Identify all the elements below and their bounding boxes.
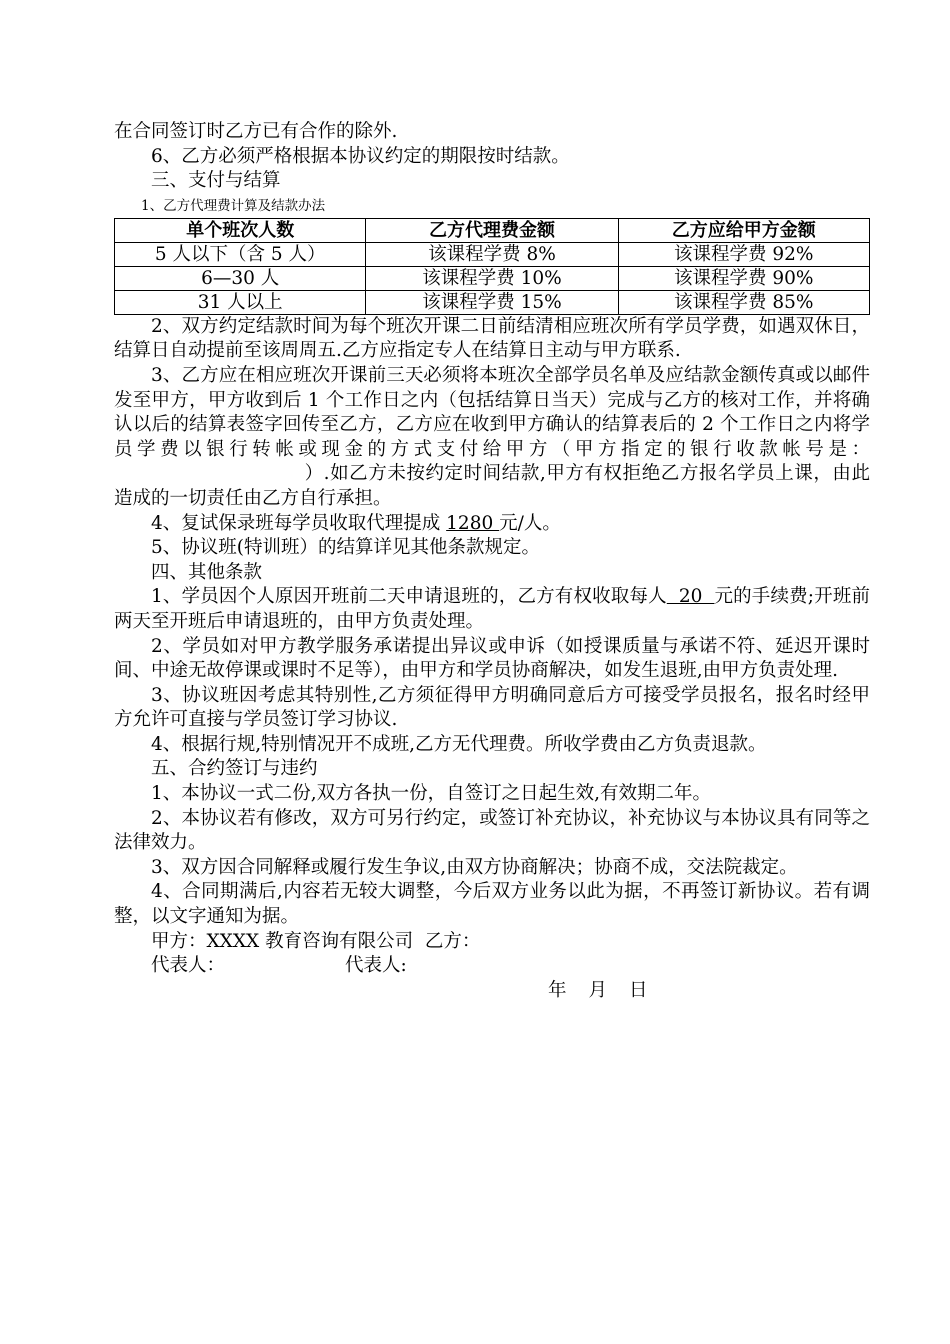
signing-date <box>114 979 870 1004</box>
date-year: 年 <box>548 979 567 1001</box>
clause-5-4: 4、合同期满后,内容若无较大调整，今后双方业务以此为据，不再签订新协议。若有调整，以文字通知为据。 <box>114 881 870 928</box>
table-row <box>115 266 870 290</box>
refund-fee-amount: 20 <box>666 586 715 608</box>
clause-3-4 <box>114 512 870 537</box>
signature-representatives <box>114 954 870 979</box>
clause-3-2: 2、双方约定结款时间为每个班次开课二日前结清相应班次所有学员学费，如遇双休日，结算日自动提前至该周周五.乙方应指定专人在结算日主动与甲方联系. <box>114 315 870 362</box>
clause-6: 6、乙方必须严格根据本协议约定的期限按时结款。 <box>151 145 570 167</box>
section-3-title: 三、支付与结算 <box>151 170 281 192</box>
section-4-title: 四、其他条款 <box>151 561 263 583</box>
clause-3-4-post: 元/人。 <box>499 512 561 534</box>
clause-4-4: 4、根据行规,特别情况开不成班,乙方无代理费。所收学费由乙方负责退款。 <box>151 733 767 755</box>
commission-amount: 1280 <box>446 512 500 534</box>
table-row <box>115 242 870 266</box>
rep-a-label: 代表人： <box>151 955 226 977</box>
table-cell: 5 人以下（含 5 人） <box>115 242 366 266</box>
clause-3-4-pre: 4、复试保录班每学员收取代理提成 <box>151 512 447 534</box>
clause-4-1-post: 元的手续费;开班前两天至开班后申请退班的，由甲方负责处理。 <box>114 586 870 632</box>
table-cell: 6—30 人 <box>115 266 366 290</box>
clause-4-1-pre: 1、学员因个人原因开班前二天申请退班的，乙方有权收取每人 <box>151 586 667 608</box>
date-month: 月 <box>588 979 608 1001</box>
section-5-title: 五、合约签订与违约 <box>151 758 318 780</box>
clause-5-1: 1、本协议一式二份,双方各执一份，自签订之日起生效,有效期二年。 <box>151 783 712 805</box>
clause-4-1 <box>114 585 870 634</box>
clause-3-3-part-b: ）.如乙方未按约定时间结款,甲方有权拒绝乙方报名学员上课，由此造成的一切责任由乙方自行承担。 <box>114 463 870 509</box>
clause-5-2: 2、本协议若有修改，双方可另行约定，或签订补充协议，补充协议与本协议具有同等之法律效力。 <box>114 807 870 854</box>
table-row <box>115 290 870 314</box>
table-header: 乙方应给甲方金额 <box>618 218 869 242</box>
rep-b-label: 代表人: <box>345 955 407 977</box>
clause-3-3-part-a: 3、乙方应在相应班次开课前三天必须将本班次全部学员名单及应结款金额传真或以邮件发至甲方，甲方收到后 1 个工作日之内（包括结算日当天）完成与乙方的核对工作，并将确认以后的结算表签字回传至乙方，乙方应在收到甲方确认的结算表后的 2 个工作日之内将学员学费以银行转帐或现金的方式支付给甲方（甲方指定的银行收款帐号是： <box>114 364 870 460</box>
clause-3-3 <box>114 364 870 512</box>
table-header: 乙方代理费金额 <box>366 218 618 242</box>
table-cell: 该课程学费 92% <box>618 242 869 266</box>
intro-line: 在合同签订时乙方已有合作的除外. <box>114 121 398 142</box>
clause-4-2: 2、学员如对甲方教学服务承诺提出异议或申诉（如授课质量与承诺不符、延迟开课时间、中途无故停课或课时不足等），由甲方和学员协商解决，如发生退班,由甲方负责处理. <box>114 635 870 682</box>
table-cell: 该课程学费 15% <box>366 290 618 314</box>
table-cell: 该课程学费 90% <box>618 266 869 290</box>
signature-parties <box>114 930 870 955</box>
table-header: 单个班次人数 <box>115 218 366 242</box>
party-a-label: 甲方：XXXX 教育咨询有限公司 <box>151 930 414 952</box>
clause-5-3: 3、双方因合同解释或履行发生争议,由双方协商解决；协商不成，交法院裁定。 <box>151 856 798 878</box>
contract-page <box>114 120 870 1003</box>
clause-3-5: 5、协议班(特训班）的结算详见其他条款规定。 <box>151 537 540 559</box>
clause-4-3: 3、协议班因考虑其特别性,乙方须征得甲方明确同意后方可接受学员报名，报名时经甲方允许可直接与学员签订学习协议. <box>114 684 870 731</box>
table-cell: 该课程学费 10% <box>366 266 618 290</box>
party-b-label: 乙方： <box>424 930 481 952</box>
table-cell: 该课程学费 85% <box>618 290 869 314</box>
date-day: 日 <box>629 979 648 1001</box>
table-cell: 该课程学费 8% <box>366 242 618 266</box>
table-caption: 1、乙方代理费计算及结款办法 <box>141 197 326 214</box>
fee-table <box>114 218 870 315</box>
table-header-row <box>115 218 870 242</box>
table-cell: 31 人以上 <box>115 290 366 314</box>
